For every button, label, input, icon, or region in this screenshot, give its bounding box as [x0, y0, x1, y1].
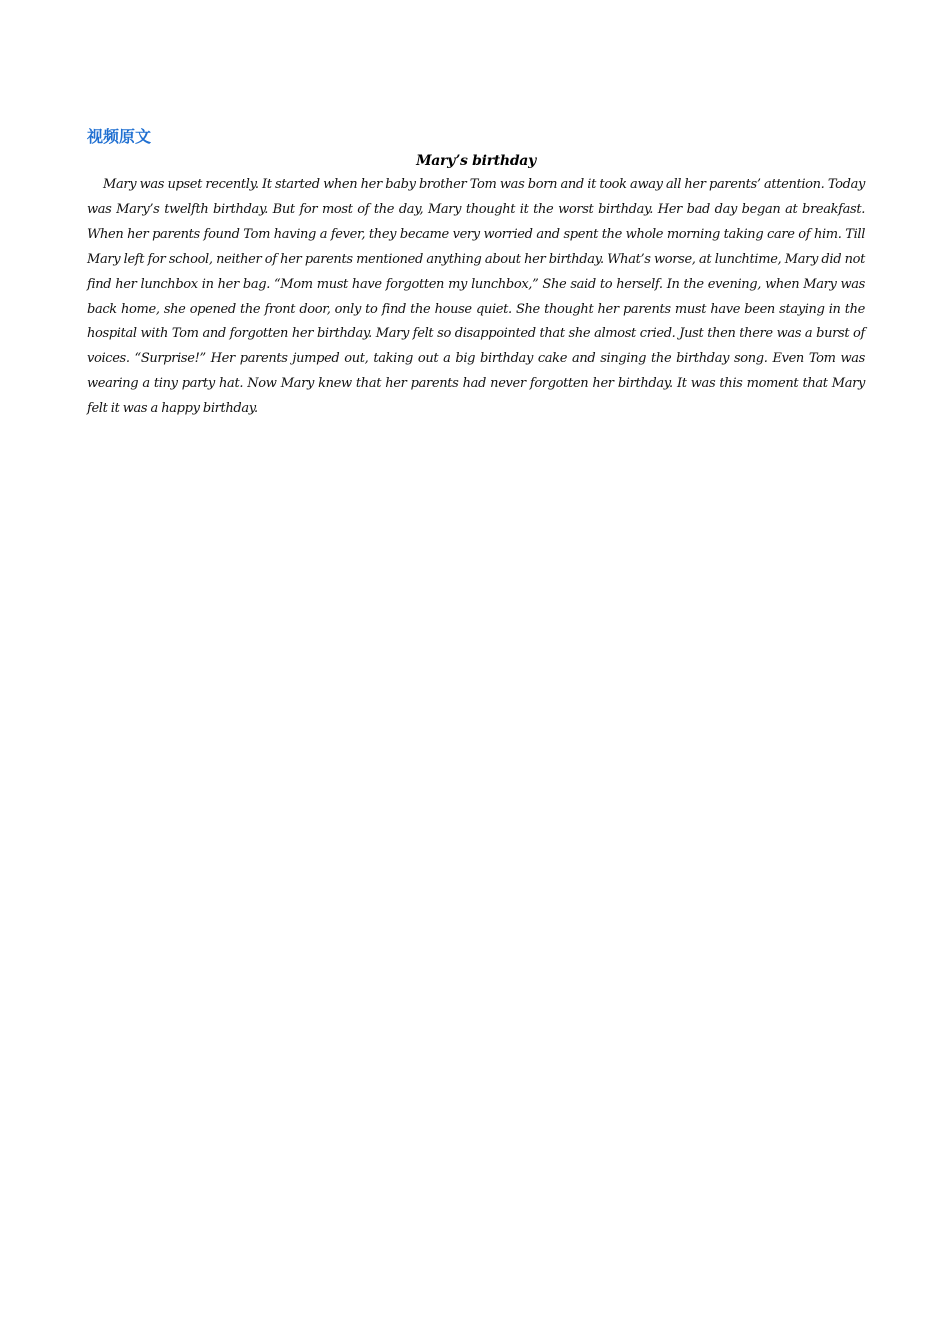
section-heading: 视频原文: [87, 127, 152, 146]
document-content: [87, 125, 865, 422]
story-body-paragraph: Mary was upset recently. It started when her baby brother Tom was born and it took away all her parents’ attention. Today was Mary’s twelfth birthday. But for most of the day, Mary thought it the worst birthday. Her bad day began at breakfast. When her parents found Tom having a fever, they became very worried and spent the whole morning taking care of him. Till Mary left for school, neither of her parents mentioned anything about her birthday. What’s worse, at lunchtime, Mary did not find her lunchbox in her bag. “Mom must have forgotten my lunchbox,” She said to herself. In the evening, when Mary was back home, she opened the front door, only to find the house quiet. She thought her parents must have been staying in the hospital with Tom and forgotten her birthday. Mary felt so disappointed that she almost cried. Just then there was a burst of voices. “Surprise!” Her parents jumped out, taking out a big birthday cake and singing the birthday song. Even Tom was wearing a tiny party hat. Now Mary knew that her parents had never forgotten her birthday. It was this moment that Mary felt it was a happy birthday.: [87, 177, 865, 417]
story-title: Mary’s birthday: [416, 153, 536, 169]
